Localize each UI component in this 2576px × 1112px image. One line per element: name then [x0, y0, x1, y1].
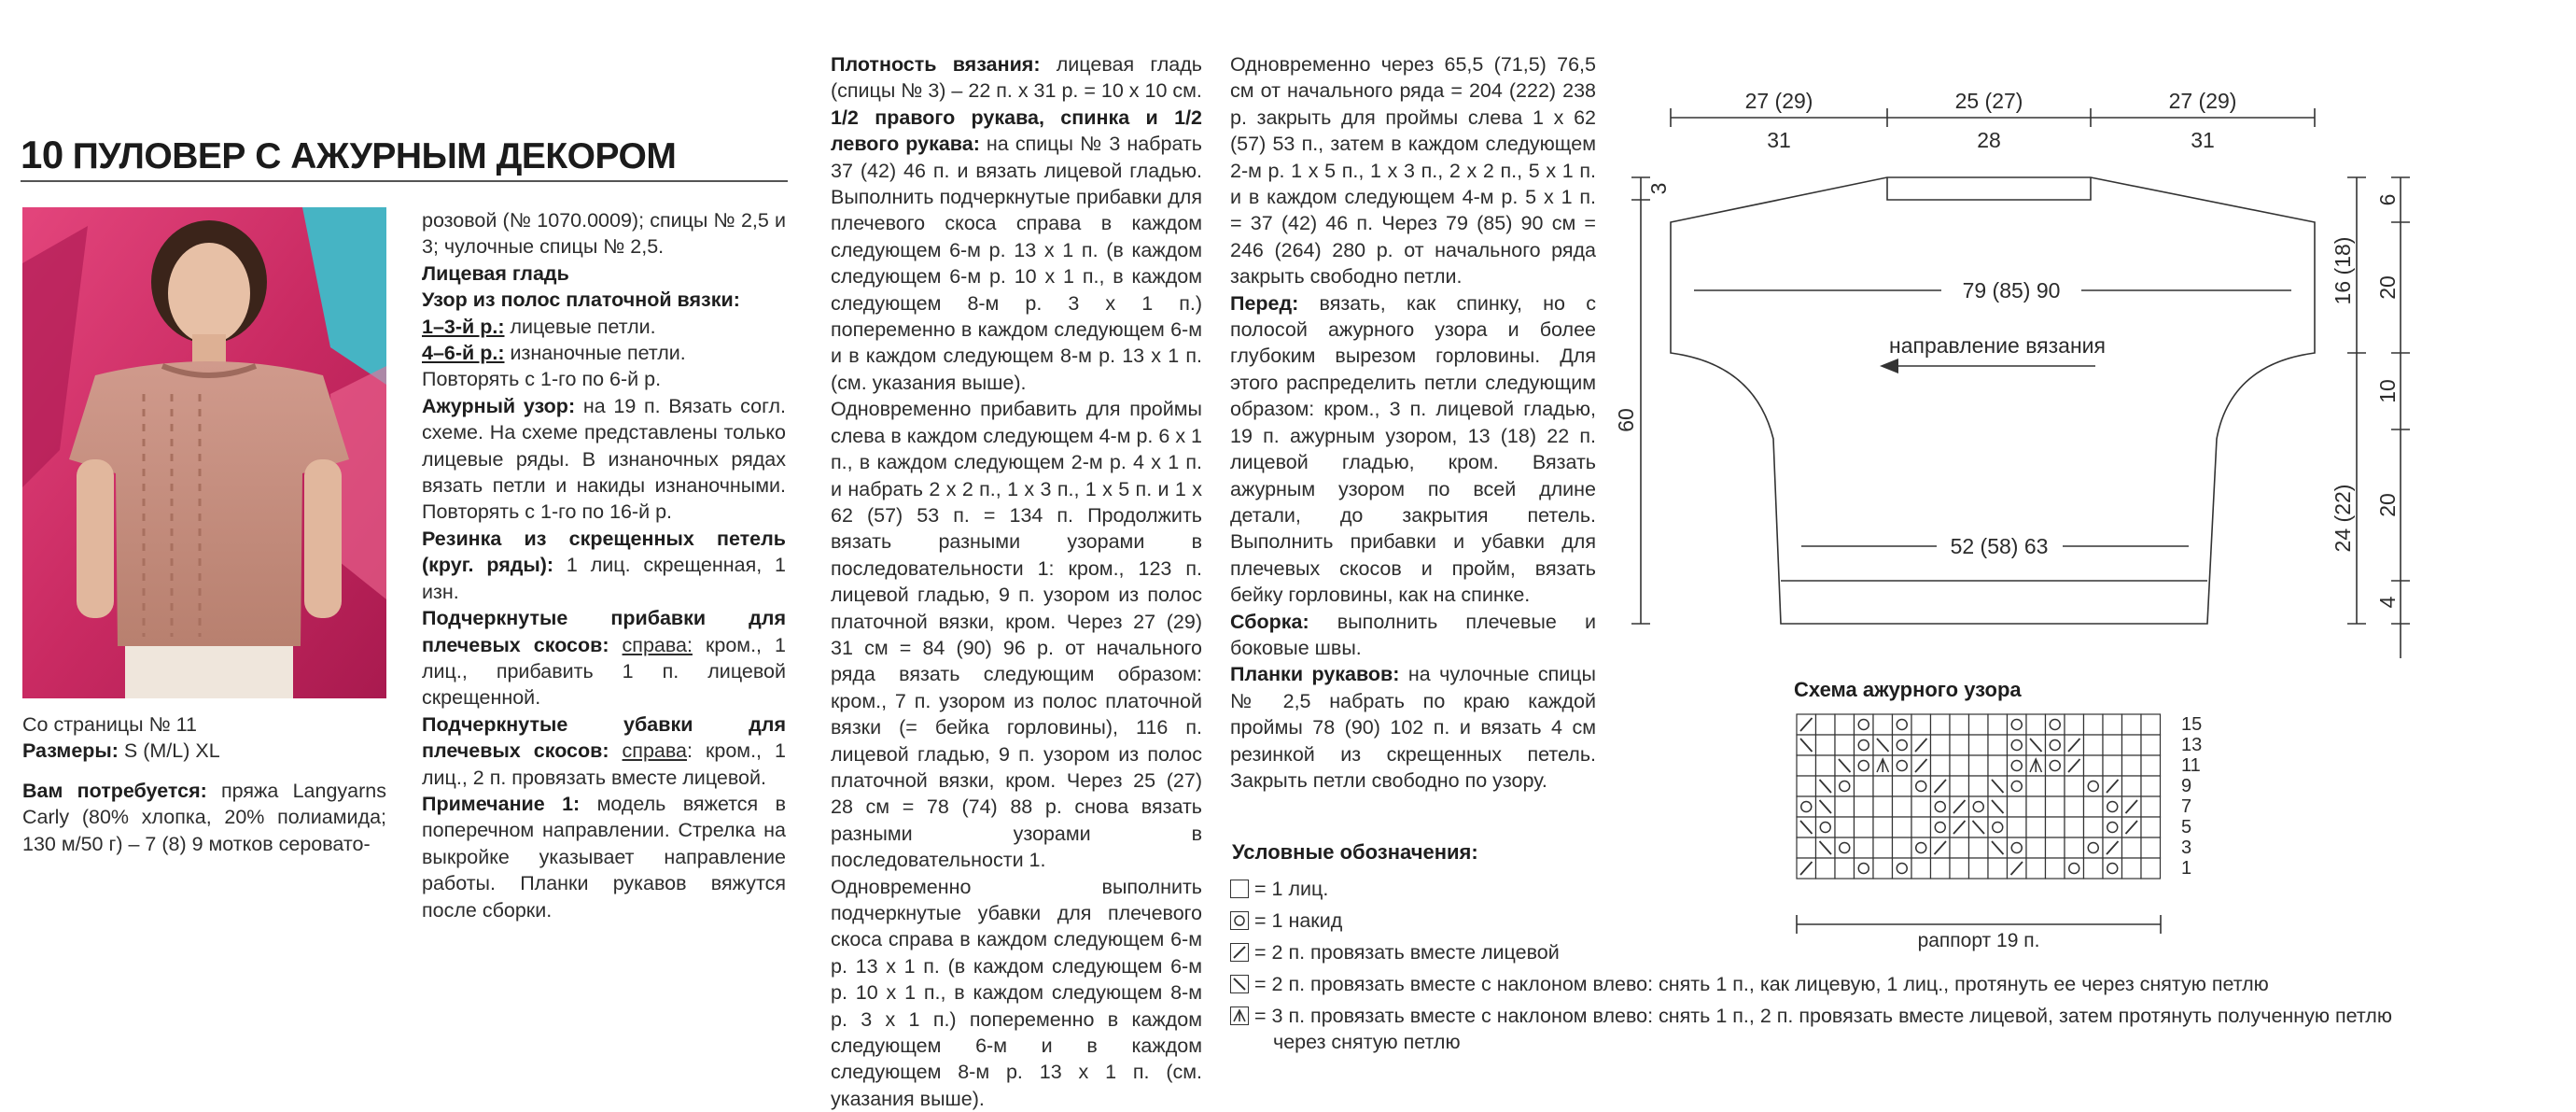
shoulder-decrease-text: Одновременно выполнить подчеркнутые убавки для плечевого скоса справа в каждом следующем 6-м р. 13 х 1 п. (в каждом следующем 6-м р. 10 х 1 п., в каждом следующем 8-м р. 3 х 1 п.) попеременно в каждом следующем 6-м и в каждом следующем 8-м р. 13 х 1 п. (см. указания выше).	[831, 875, 1202, 1110]
row-label-13: 13	[2181, 735, 2203, 755]
armhole-increase-text: Одновременно прибавить для проймы слева в каждом следующем 4-м р. 6 х 1 п., в каждом следующем 2-м р. 4 х 1 п. и набрать 2 х 2 п., 1 х 3 п., 1 х 5 п. и 1 х 62 (57) 53 п. = 134 п. Продолжить вязать разными узорами в последовательности 1: кром., 123 п. лицевой гладью, 9 п. узором из полос платочной вязки, кром. Через 27 (29) 31 см = 84 (90) 96 р. от начального ряда вязать следующим образом: кром., 7 п. узором из полос платочной вязки (= бейка горловины), 116 п. лицевой гладью, 9 п. узором из полос платочной вязки, кром. Через 25 (27) 28 см = 78 (74) 88 р. снова вязать разными узорами в последовательности 1.	[831, 398, 1202, 872]
row-label-11: 11	[2181, 755, 2201, 776]
increase-label: Подчеркнутые прибавки для плечевых скосов:	[422, 607, 786, 656]
legend-item-ssk: = 2 п. провязать вместе с наклоном влево: снять 1 п., как лицевую, 1 лиц., протянуть ее через снятую петлю	[1230, 973, 2269, 996]
model-photo	[22, 207, 386, 698]
direction-label: направление вязания	[1889, 333, 2106, 358]
title-divider	[21, 180, 788, 182]
lace-text: на 19 п. Вязать согл. схеме. На схеме представлены только лицевые ряды. В изнаночных рядах вязать петли и накиды изнаночными. Повторять с 1-го по 16-й р.	[422, 394, 786, 524]
bottom-width-right: 31	[2191, 128, 2215, 152]
bottom-width-center: 28	[1977, 128, 2001, 152]
empty-square-icon	[1230, 880, 1249, 898]
top-width-center: 25 (27)	[1954, 89, 2023, 113]
text-column-1	[422, 207, 786, 923]
left-top-dim: 3	[1646, 182, 1671, 195]
assembly-text: выполнить плечевые и боковые швы.	[1230, 610, 1596, 659]
decrease-label: Подчеркнутые убавки для плечевых скосов:	[422, 712, 786, 763]
chart-grid	[1797, 714, 2161, 879]
right-dim-10: 10	[2375, 379, 2400, 403]
repeat-text: Повторять с 1-го по 6-й р.	[422, 368, 662, 391]
row-label-3: 3	[2181, 838, 2192, 858]
top-width-right: 27 (29)	[2168, 89, 2237, 113]
increase-right: справа:	[622, 633, 693, 656]
sizes-label: Размеры:	[22, 739, 119, 763]
sizes-line	[22, 738, 386, 764]
stockinette-heading: Лицевая гладь	[422, 261, 569, 285]
front-text: вязать, как спинку, но с полосой ажурного узора и более глубоким вырезом горловины. Для этого распределить петли следующим образом: кром., 3 п. лицевой гладью, 19 п. ажурным узором, 13 (18) 22 п. лицевой гладью, кром. Вязать ажурным узором по всей длине детали, до закрытия петель. Выполнить прибавки и убавки для плечевых скосов и пройм, вязать бейку горловины, как на спинке.	[1230, 291, 1596, 607]
density-text: лицевая гладь (спицы № 3) – 22 п. х 31 р. = 10 х 10 см.	[831, 53, 1202, 103]
rows-4-6-label: 4–6-й р.:	[422, 342, 505, 365]
rows-1-3-label: 1–3-й р.:	[422, 315, 505, 338]
right-dim-20b: 20	[2375, 493, 2400, 517]
legend-item-sk2p-cont: через снятую петлю	[1273, 1031, 1461, 1053]
source-ref: Со страницы № 11	[22, 713, 197, 736]
legend-item-sk2p: = 3 п. провязать вместе с наклоном влево: снять 1 п., 2 п. провязать вместе лицевой, затем протянуть полученную петлю	[1230, 1005, 2392, 1028]
lower-width-label: 52 (58) 63	[1950, 534, 2049, 558]
front-label: Перед:	[1230, 291, 1299, 315]
decrease-text: : кром., 1 лиц., 2 п. провязать вместе лицевой.	[422, 739, 786, 789]
legend-item-yarn-over: = 1 накид	[1230, 909, 1342, 933]
right-dim-20a: 20	[2375, 275, 2400, 300]
rows-4-6-text: изнаночные петли.	[504, 342, 686, 365]
rib-text: 1 лиц. скрещенная, 1 изн.	[422, 554, 786, 603]
right-dim-6: 6	[2375, 193, 2400, 206]
right-dim-upper: 16 (18)	[2331, 236, 2355, 305]
slash-right-icon	[1230, 943, 1249, 962]
triple-decrease-icon	[1230, 1006, 1249, 1025]
decrease-right: справа	[622, 739, 687, 763]
stripes-heading: Узор из полос платочной вязки:	[422, 289, 740, 312]
note-text: модель вяжется в поперечном направлении. Стрелка на выкройке указывает направление работы. Планки рукавов вяжутся после сборки.	[422, 792, 786, 922]
row-label-15: 15	[2181, 714, 2203, 735]
row-label-7: 7	[2181, 796, 2192, 817]
garment-schematic	[1614, 0, 2427, 672]
text-column-3	[1230, 51, 1596, 794]
bottom-width-left: 31	[1767, 128, 1791, 152]
sleeve-back-text: на спицы № 3 набрать 37 (42) 46 п. и вязать лицевой гладью. Выполнить подчеркнутые прибавки для плечевого скоса справа в каждом следующем 6-м р. 13 х 1 п. (в каждом следующем 6-м р. 10 х 1 п., в каждом следующем 8-м р. 3 х 1 п.) попеременно в каждом следующем 6-м и в каждом следующем 8-м р. 13 х 1 п. (см. указания выше).	[831, 133, 1202, 394]
upper-width-label: 79 (85) 90	[1962, 278, 2061, 303]
row-label-5: 5	[2181, 817, 2192, 838]
increase-text: кром., 1 лиц., прибавить 1 п. лицевой скрещенной.	[422, 633, 786, 710]
armhole-close-text: Одновременно через 65,5 (71,5) 76,5 см от начального ряда = 204 (222) 238 р. закрыть для проймы слева 1 х 62 (57) 53 п., затем в каждом следующем 2-м р. 1 х 5 п., 1 х 3 п., 2 х 2 п., 5 х 1 п. и в каждом следующем 4-м р. 5 х 1 п. = 37 (42) 46 п. Через 79 (85) 90 см = 246 (264) 280 р. от начального ряда закрыть свободно петли.	[1230, 53, 1596, 289]
sleeve-band-text: на чулочные спицы № 2,5 набрать по краю каждой проймы 78 (90) 102 п. и вязать 4 см резинкой из скрещенных петель. Закрыть петли свободно по узору.	[1230, 663, 1597, 792]
pattern-number: 10	[21, 133, 63, 176]
lace-label: Ажурный узор:	[422, 394, 576, 417]
materials-text: пряжа Langyarns Carly (80% хлопка, 20% полиамида; 130 м/50 г) – 7 (8) 9 мотков серовато-	[22, 779, 386, 855]
assembly-label: Сборка:	[1230, 610, 1309, 633]
left-info	[22, 711, 386, 857]
rows-1-3-text: лицевые петли.	[504, 315, 656, 338]
page-title	[21, 133, 676, 177]
rib-label: Резинка из скрещенных петель (круг. ряды):	[422, 527, 786, 577]
slash-left-icon	[1230, 975, 1249, 993]
text-column-2	[831, 51, 1202, 1112]
repeat-label: раппорт 19 п.	[1917, 930, 2040, 951]
density-label: Плотность вязания:	[831, 53, 1041, 76]
chart-row-labels	[2181, 714, 2202, 879]
pattern-title: ПУЛОВЕР С АЖУРНЫМ ДЕКОРОМ	[72, 136, 677, 176]
legend-item-k2tog: = 2 п. провязать вместе лицевой	[1230, 941, 1560, 964]
legend-title: Условные обозначения:	[1232, 840, 1478, 864]
right-dim-4: 4	[2375, 596, 2400, 609]
sleeve-band-label: Планки рукавов:	[1230, 663, 1400, 686]
row-label-1: 1	[2181, 858, 2192, 879]
row-label-9: 9	[2181, 776, 2192, 796]
lace-chart	[1773, 672, 2576, 962]
top-width-left: 27 (29)	[1744, 89, 1813, 113]
circle-yarn-over-icon	[1230, 911, 1249, 930]
materials-label: Вам потребуется:	[22, 779, 207, 802]
sleeve-back-label: 1/2 правого рукава, спинка и 1/2 левого рукава:	[831, 106, 1202, 156]
sizes-value: S (M/L) XL	[118, 739, 220, 763]
chart-title: Схема ажурного узора	[1794, 678, 2022, 701]
left-height-dim: 60	[1614, 408, 1638, 432]
materials-cont: розовой (№ 1070.0009); спицы № 2,5 и 3; чулочные спицы № 2,5.	[422, 209, 786, 259]
note-label: Примечание 1:	[422, 792, 581, 815]
materials-paragraph	[22, 778, 386, 857]
right-dim-lower: 24 (22)	[2331, 484, 2355, 553]
legend-item-knit: = 1 лиц.	[1230, 878, 1328, 901]
